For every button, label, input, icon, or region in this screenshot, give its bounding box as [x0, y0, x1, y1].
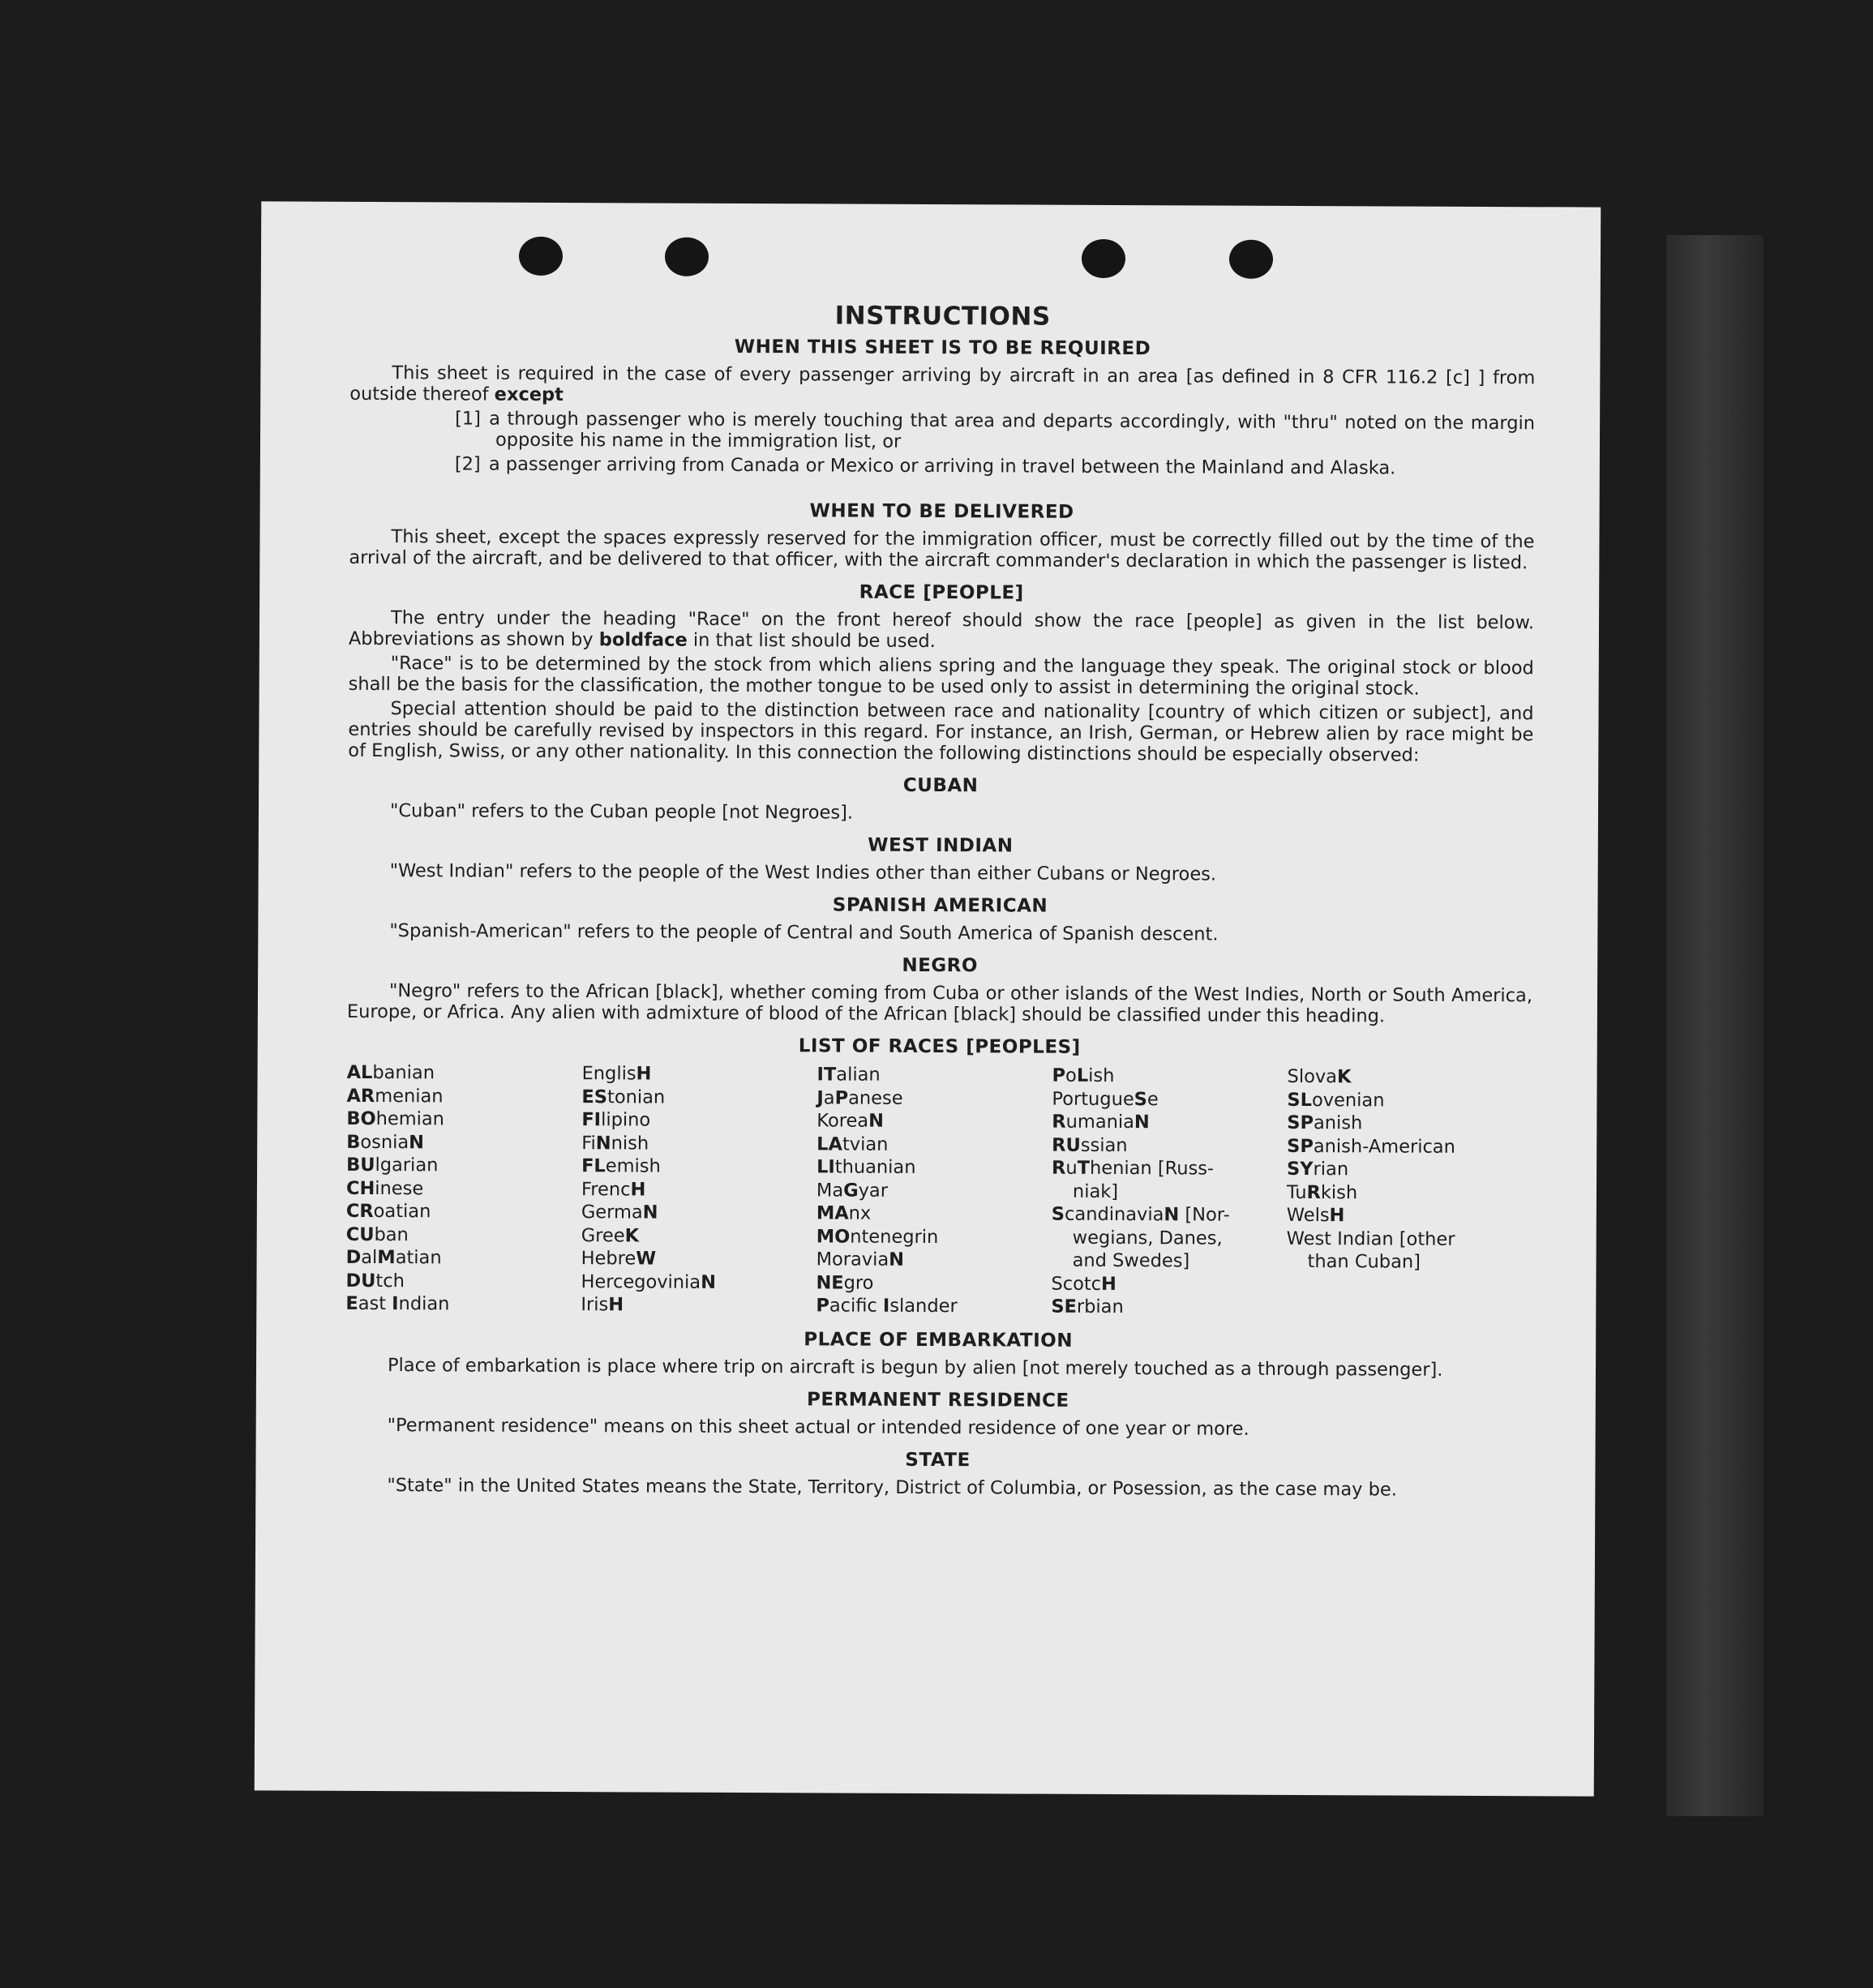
- section-heading-list-of-races: LIST OF RACES [PEOPLES]: [798, 1035, 1081, 1058]
- race-entry: GermaN: [581, 1202, 658, 1223]
- section-heading-state: STATE: [905, 1449, 971, 1471]
- race-entry: BUlgarian: [346, 1154, 439, 1176]
- section-heading-residence: PERMANENT RESIDENCE: [807, 1388, 1069, 1412]
- race-entry: FiNnish: [581, 1132, 649, 1155]
- race-entry: MaGyar: [816, 1179, 889, 1202]
- race-entry: SLovenian: [1287, 1089, 1385, 1111]
- race-entry: SPanish: [1287, 1112, 1363, 1134]
- race-column: [816, 1063, 1052, 1318]
- race-entry: West Indian [other: [1286, 1228, 1455, 1250]
- delivered-paragraph: This sheet, except the spaces expressly reserved for the immigration officer, must be correctly filled out by the time of the arrival of the aircraft, and be delivered to that officer, with the aircraft commander's declaration in which the passenger is listed.: [349, 526, 1535, 574]
- race-column: [581, 1062, 816, 1317]
- race-entry: RumaniaN: [1052, 1111, 1150, 1133]
- race-entry: DalMatian: [345, 1246, 442, 1269]
- race-entry: Pacific Islander: [816, 1295, 958, 1317]
- race-entry: RUssian: [1052, 1134, 1128, 1156]
- state-paragraph: "State" in the United States means the State, Territory, District of Columbia, or Posession, as the case may be.: [387, 1474, 1397, 1501]
- race-column: [1051, 1065, 1287, 1320]
- page-title: INSTRUCTIONS: [834, 301, 1051, 332]
- race-entry: MAnx: [816, 1202, 872, 1224]
- race-entry: ALbanian: [346, 1061, 435, 1084]
- race-entry: and Swedes]: [1072, 1249, 1190, 1272]
- race-entry: HercegoviniaN: [581, 1270, 717, 1293]
- race-entry: East Indian: [345, 1292, 450, 1315]
- backdrop-edge: [1666, 235, 1764, 1816]
- race-entry: ScandinaviaN [Nor-: [1051, 1203, 1230, 1226]
- list-item: [2] a passenger arriving from Canada or Mexico or arriving in travel between the Mainland and Alaska.: [454, 453, 1396, 479]
- race-entry: FIlipino: [581, 1109, 651, 1131]
- instruction-sheet: [255, 201, 1601, 1796]
- punch-hole: [1082, 239, 1125, 278]
- spanish-american-paragraph: "Spanish-American" refers to the people of Central and South America of Spanish descent.: [389, 920, 1219, 945]
- race-paragraph: The entry under the heading "Race" on the front hereof should show the race [people] as given in the list below. Abbreviations as shown by boldface in that list should be used.: [348, 607, 1535, 653]
- west-indian-paragraph: "West Indian" refers to the people of the West Indies other than either Cubans or Negroes.: [389, 860, 1217, 885]
- race-entry: NEgro: [816, 1271, 874, 1294]
- race-entry: ARmenian: [346, 1085, 444, 1107]
- section-heading-delivered: WHEN TO BE DELIVERED: [809, 500, 1074, 523]
- race-entry: ITalian: [816, 1064, 881, 1086]
- race-entry: DUtch: [345, 1270, 405, 1292]
- race-paragraph: "Race" is to be determined by the stock from which aliens spring and the language they speak. The original stock or blood shall be the basis for the classification, the mother tongue to be used only to assist in determining the original stock.: [348, 653, 1534, 700]
- race-entry: HebreW: [581, 1248, 657, 1270]
- race-entry: FrencH: [581, 1178, 646, 1200]
- race-entry: ScotcH: [1051, 1273, 1117, 1295]
- race-entry: CHinese: [345, 1177, 424, 1199]
- list-item: [1] a through passenger who is merely touching that area and departs accordingly, with "thru" noted on the margin opposite his name in the immigration list, or: [455, 408, 1536, 452]
- race-entry: LIthuanian: [816, 1156, 916, 1178]
- cuban-paragraph: "Cuban" refers to the Cuban people [not Negroes].: [389, 800, 854, 824]
- race-entry: BOhemian: [346, 1108, 445, 1130]
- race-entry: JaPanese: [816, 1086, 903, 1109]
- race-entry: PortugueSe: [1052, 1088, 1159, 1110]
- section-heading-embarkation: PLACE OF EMBARKATION: [804, 1328, 1074, 1352]
- race-entry: MOntenegrin: [816, 1225, 939, 1248]
- race-entry: wegians, Danes,: [1072, 1227, 1223, 1249]
- race-entry: SlovaK: [1287, 1065, 1352, 1088]
- negro-paragraph: "Negro" refers to the African [black], whether coming from Cuba or other islands of the West Indies, North or South America, Europe, or Africa. Any alien with admixture of blood of the African [black] should be classified under this heading.: [346, 980, 1533, 1027]
- race-entry: niak]: [1072, 1180, 1119, 1202]
- race-entry: BosniaN: [346, 1131, 425, 1153]
- race-entry: IrisH: [581, 1294, 624, 1316]
- punch-hole: [519, 237, 563, 276]
- section-heading-negro: NEGRO: [902, 954, 979, 977]
- race-entry: SYrian: [1287, 1158, 1349, 1180]
- race-column: [345, 1061, 581, 1317]
- section-heading-required: WHEN THIS SHEET IS TO BE REQUIRED: [734, 336, 1151, 360]
- punch-hole: [665, 238, 709, 276]
- race-entry: CRoatian: [345, 1200, 431, 1223]
- race-paragraph: Special attention should be paid to the distinction between race and nationality [country of which citizen or subject], and entries should be carefully revised by inspectors in this regard. For instance, an Irish, German, or Hebrew alien by race might be of English, Swiss, or any other nationality. In this connection the following distinctions should be especially observed:: [348, 698, 1534, 766]
- races-list: [345, 1061, 1532, 1321]
- section-heading-spanish-american: SPANISH AMERICAN: [832, 894, 1048, 917]
- race-entry: LAtvian: [816, 1133, 889, 1155]
- race-entry: SErbian: [1051, 1296, 1124, 1318]
- race-entry: MoraviaN: [816, 1249, 905, 1270]
- section-heading-race: RACE [PEOPLE]: [859, 581, 1024, 604]
- race-entry: CUban: [345, 1223, 409, 1245]
- race-entry: KoreaN: [816, 1110, 885, 1132]
- race-entry: PoLish: [1052, 1065, 1115, 1087]
- race-entry: EnglisH: [581, 1063, 652, 1085]
- embarkation-paragraph: Place of embarkation is place where trip on aircraft is begun by alien [not merely touched as a through passenger].: [387, 1354, 1443, 1381]
- race-entry: SPanish-American: [1287, 1135, 1455, 1158]
- race-entry: EStonian: [581, 1086, 666, 1108]
- race-entry: GreeK: [581, 1224, 640, 1246]
- residence-paragraph: "Permanent residence" means on this sheet actual or intended residence of one year or more.: [387, 1414, 1249, 1440]
- race-entry: WelsH: [1286, 1204, 1345, 1227]
- race-entry: RuThenian [Russ-: [1052, 1157, 1215, 1180]
- race-entry: than Cuban]: [1307, 1251, 1421, 1273]
- race-entry: TuRkish: [1286, 1181, 1358, 1203]
- race-column: [1286, 1065, 1522, 1321]
- punch-hole: [1229, 240, 1273, 279]
- section-heading-cuban: CUBAN: [902, 774, 979, 797]
- required-paragraph: This sheet is required in the case of every passenger arriving by aircraft in an area [as defined in 8 CFR 116.2 [c] ] from outside thereof except: [349, 362, 1536, 406]
- section-heading-west-indian: WEST INDIAN: [868, 834, 1014, 857]
- race-entry: FLemish: [581, 1155, 661, 1177]
